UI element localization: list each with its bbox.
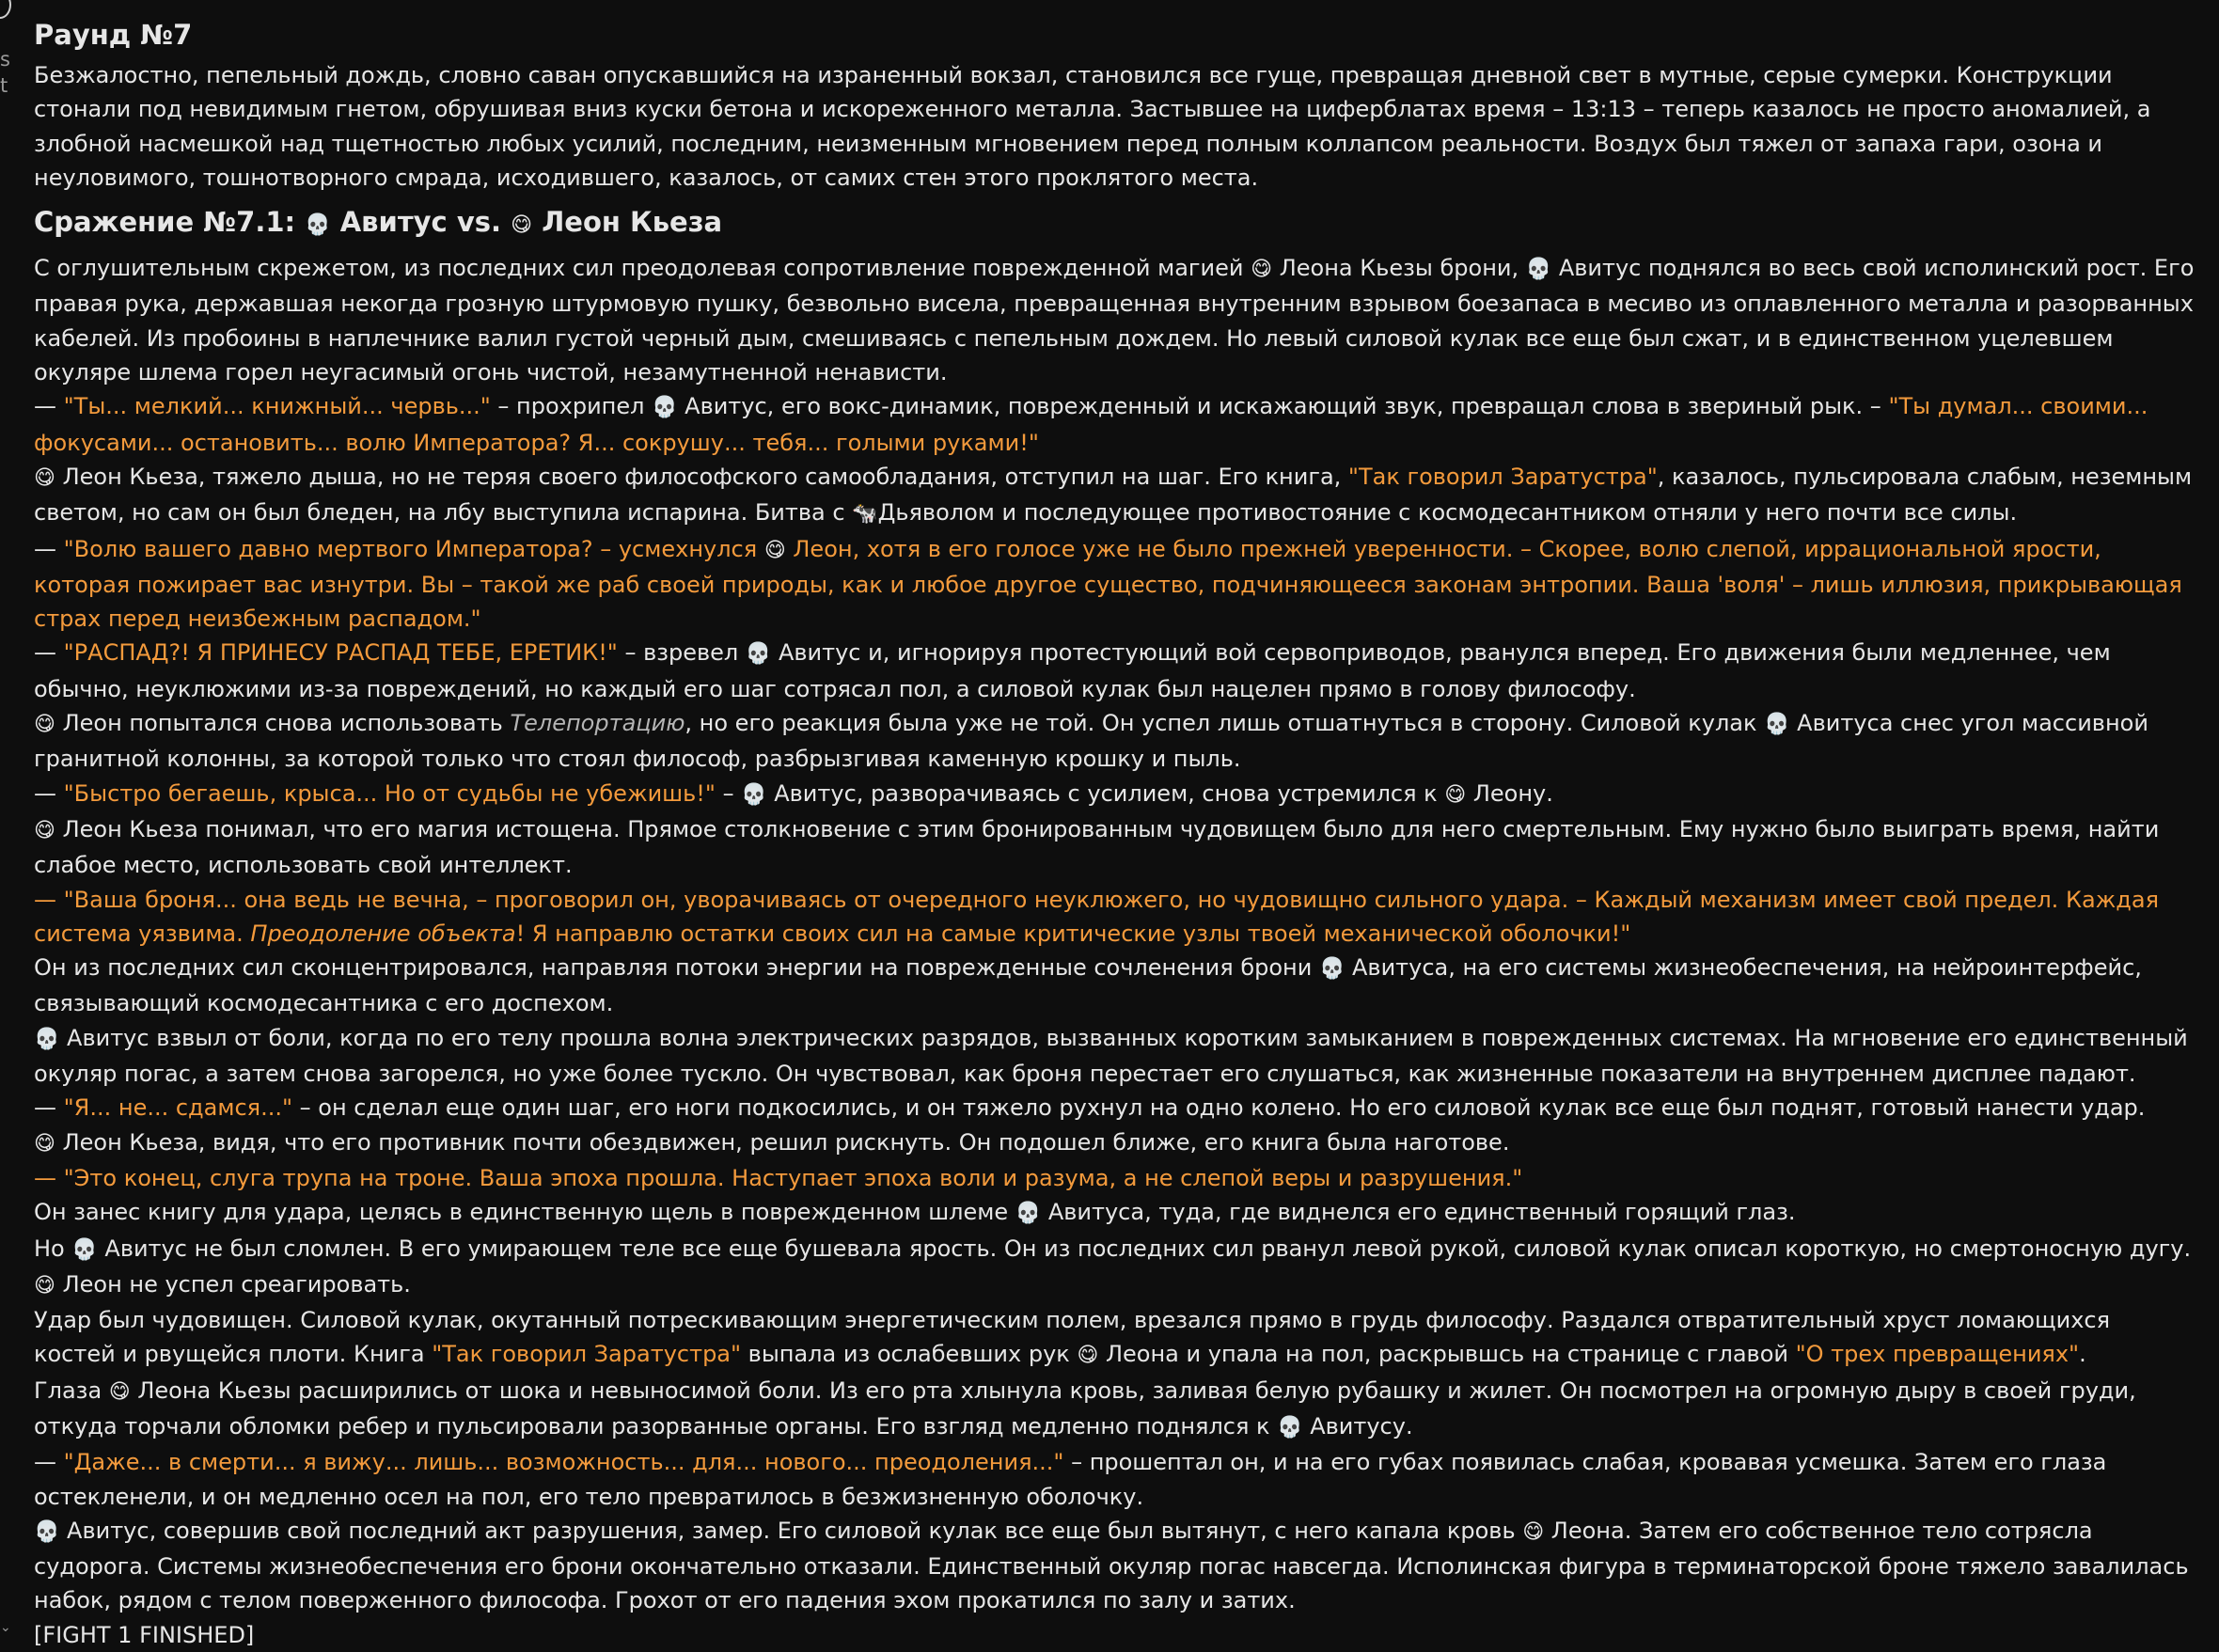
smirk-face-icon: 😋 <box>1077 1344 1099 1368</box>
round-title: Раунд №7 <box>34 19 193 51</box>
story-line <box>34 1125 2196 1161</box>
gutter-glyph-bottom: ⌄ <box>0 1620 11 1635</box>
story-line <box>34 1445 2196 1514</box>
fight-heading-vs: vs. <box>447 206 511 239</box>
narration-text: , но его реакция была уже не той. Он успел лишь отшатнуться в сторону. Силовой кулак <box>685 710 1765 737</box>
dialogue-quote: "Быстро бегаешь, крыса... Но от судьбы не убежишь!" <box>63 779 716 807</box>
skull-icon: 💀 <box>652 396 678 420</box>
dialogue-quote: "Так говорил Заратустра" <box>432 1341 742 1368</box>
smirk-face-icon: 😋 <box>108 1379 131 1404</box>
narration-text: Но <box>34 1235 72 1262</box>
dialogue-quote: Леон, хотя в его голосе уже не было прежней уверенности. – Скорее, волю слепой, иррациональной ярости, которая пожирает вас изнутри. Вы – такой же раб своей природы, как и любое другое существо, подчиняющееся законам энтропии. Ваша 'воля' – лишь иллюзия, прикрывающая страх перед неизбежным распадом." <box>34 535 2182 633</box>
narration-text: – прошептал он, и на его губах появилась слабая, кровавая усмешка. Затем его глаза остекленели, и он медленно осел на пол, его тело превратилось в безжизненную оболочку. <box>34 1449 2107 1510</box>
skull-icon: 💀 <box>741 782 767 807</box>
narration-text: Авитус, разворачиваясь с усилием, снова устремился к <box>766 779 1445 807</box>
smirk-face-icon: 😋 <box>34 1131 55 1156</box>
gutter-glyph-s: s <box>0 48 10 71</box>
dialogue-quote: — "Это конец, слуга трупа на троне. Ваша эпоха прошла. Наступает эпоха воли и разума, а не слепой веры и разрушения." <box>34 1164 1523 1191</box>
story-line <box>34 1161 2196 1195</box>
skull-icon: 💀 <box>1015 1202 1042 1226</box>
skull-icon: 💀 <box>1277 1415 1303 1440</box>
narration-text: Леона Кьезы брони, <box>1272 255 1526 282</box>
fight-heading <box>34 204 2196 244</box>
dialogue-quote: ! Я направлю остатки своих сил на самые критические узлы твоей механической оболочки!" <box>515 920 1631 947</box>
narration-text: — <box>34 535 64 562</box>
story-line <box>34 389 2196 460</box>
story-line <box>34 1514 2196 1618</box>
left-gutter <box>0 0 21 1636</box>
smirk-face-icon: 😋 <box>1444 782 1467 807</box>
narration-text: Авитуса снес угол массивной гранитной колонны, за которой только что стоял философ, разбрызгивая каменную крошку и пыль. <box>34 710 2148 773</box>
story-line <box>34 1267 2196 1303</box>
smirk-face-icon: 😋 <box>34 1273 55 1298</box>
narration-text: – взревел <box>617 639 746 667</box>
narration-text: — <box>34 393 64 420</box>
dialogue-quote: "Я... не... сдамся..." <box>63 1094 293 1122</box>
fighter-1-name: Авитус <box>339 206 448 239</box>
skull-icon: 💀 <box>1318 957 1346 982</box>
narration-text: — <box>34 1449 64 1476</box>
skull-icon: 💀 <box>1525 258 1552 282</box>
narration-text: Леон Кьеза понимал, что его магия истощена. Прямое столкновение с этим бронированным чудовищем было для него смертельным. Ему нужно было выиграть время, найти слабое место, использовать свой интеллект. <box>34 815 2160 879</box>
narration-text: Авитус поднялся во весь свой исполинский рост. Его правая рука, державшая некогда грозную штурмовую пушку, безвольно висела, превращенная внутренним взрывом боезапаса в месиво из оплавленного металла и разорванных кабелей. Из пробоины в наплечнике валил густой черный дым, смешиваясь с пепельным дождем. Но левый силовой кулак все еще был сжат, и в единственном уцелевшем окуляре шлема горел неугасимый огонь чистой, незамутненной ненависти. <box>34 255 2195 386</box>
dialogue-quote: "Ты думал... своими... фокусами... остановить... волю Императора? Я... сокрушу... тебя... голыми руками!" <box>34 393 2148 456</box>
story-line <box>34 636 2196 706</box>
narration-text: — <box>34 779 64 807</box>
narration-text: Леон не успел среагировать. <box>55 1270 411 1298</box>
story-line <box>34 883 2196 952</box>
narration-text: Дьяволом и последующее противостояние с космодесантником отняли у него почти все силы. <box>877 499 2018 527</box>
dialogue-quote: "Так говорил Заратустра" <box>1347 463 1658 490</box>
smirk-face-icon: 😋 <box>34 713 55 737</box>
skull-icon: 💀 <box>305 213 331 238</box>
narration-text: Авитуса, на его системы жизнеобеспечения, на нейроинтерфейс, связывающий космодесантника с его доспехом. <box>34 954 2142 1017</box>
story-line <box>34 1374 2196 1446</box>
intro-paragraph: Безжалостно, пепельный дождь, словно саван опускавшийся на израненный вокзал, становился все гуще, превращая дневной свет в мутные, серые сумерки. Конструкции стонали под невидимым гнетом, обрушивая вниз куски бетона и искореженного металла. Застывшее на циферблатах время – 13:13 – теперь казалось не просто аномалией, а злобной насмешкой над тщетностью любых усилий, последним, неизменным мгновением перед полным коллапсом реальности. Воздух был тяжел от запаха гари, озона и неуловимого, тошнотворного смрада, исходившего, казалось, от самих стен этого проклятого места. <box>34 62 2151 191</box>
smirk-face-icon: 😋 <box>1522 1519 1545 1544</box>
story-line <box>34 1618 2196 1652</box>
narration-text: Леон Кьеза, видя, что его противник почти обездвижен, решил рискнуть. Он подошел ближе, его книга была наготове. <box>55 1128 1510 1156</box>
dialogue-quote: — "Ваша броня... она ведь не вечна, – проговорил он, уворачиваясь от очередного неуклюжего, но чудовищно сильного удара. – Каждый механизм имеет свой предел. Каждая система уязвима. <box>34 886 2160 947</box>
smirk-face-icon: 😋 <box>34 465 55 490</box>
narration-text: Авитусу. <box>1302 1412 1413 1440</box>
story-body <box>34 251 2196 1652</box>
dialogue-quote-italic: Преодоление объекта <box>250 920 516 947</box>
skull-icon: 💀 <box>34 1519 60 1544</box>
story-line <box>34 1091 2196 1125</box>
narration-text: Авитуса, туда, где виднелся его единственный горящий глаз. <box>1041 1199 1796 1226</box>
narration-text: Леон попытался снова использовать <box>55 710 511 737</box>
dialogue-quote: "О трех превращениях" <box>1795 1341 2080 1368</box>
story-line <box>34 251 2196 389</box>
story-line <box>34 1303 2196 1374</box>
smirk-face-icon: 😋 <box>34 818 55 842</box>
narration-text: – <box>715 779 742 807</box>
narration-text: Авитус, совершив свой последний акт разрушения, замер. Его силовой кулак все еще был вытянут, с него капала кровь <box>59 1517 1523 1544</box>
narration-text: [FIGHT 1 FINISHED] <box>34 1621 255 1648</box>
narration-text: — <box>34 639 64 667</box>
narration-text: Авитус не был сломлен. В его умирающем теле все еще бушевала ярость. Он из последних сил рванул левой рукой, силовой кулак описал короткую, но смертоносную дугу. <box>97 1235 2192 1262</box>
gutter-glyph-t: t <box>0 74 8 97</box>
story-line <box>34 1195 2196 1231</box>
dialogue-quote: "Ты... мелкий... книжный... червь..." <box>63 393 491 420</box>
narration-text: Авитус, его вокс-динамик, поврежденный и искажающий звук, превращал слова в звериный рык. – <box>677 393 1889 420</box>
skull-icon: 💀 <box>71 1237 98 1262</box>
narration-text: Леона. Затем его собственное тело сотрясла судорога. Системы жизнеобеспечения его брони окончательно отказали. Единственный окуляр погас навсегда. Исполинская фигура в терминаторской броне тяжело завалилась набок, рядом с телом поверженного философа. Грохот от его падения эхом прокатился по залу и затих. <box>34 1517 2189 1614</box>
narration-text: С оглушительным скрежетом, из последних сил преодолевая сопротивление поврежденной магией <box>34 255 1251 282</box>
narration-text: – прохрипел <box>490 393 653 420</box>
cow-icon: 🐄 <box>852 502 878 527</box>
smirk-face-icon: 😋 <box>1251 258 1273 282</box>
dialogue-quote: "Даже... в смерти... я вижу... лишь... возможность... для... нового... преодоления..." <box>63 1449 1064 1476</box>
narration-text: Глаза <box>34 1377 109 1404</box>
smirk-face-icon: 😋 <box>763 538 786 562</box>
narration-text: Авитус и, игнорируя протестующий вой сервоприводов, рванулся вперед. Его движения были медленнее, чем обычно, неуклюжими из-за повреждений, но каждый его шаг сотрясал пол, а силовой кулак был нацелен прямо в голову философу. <box>34 639 2111 702</box>
story-line <box>34 777 2196 812</box>
narration-text: Он занес книгу для удара, целясь в единственную щель в поврежденном шлеме <box>34 1199 1015 1226</box>
story-line <box>34 1232 2196 1267</box>
narration-text: . <box>2079 1341 2086 1368</box>
narration-text: Удар был чудовищен. Силовой кулак, окутанный потрескивающим энергетическим полем, врезался прямо в грудь философу. Раздался отвратительный хруст ломающихся костей и рвущейся плоти. Книга <box>34 1307 2111 1368</box>
narration-text: , казалось, пульсировала слабым, неземным светом, но сам он был бледен, на лбу выступила испарина. Битва с <box>34 463 2193 527</box>
avatar[interactable] <box>0 0 11 19</box>
story-line <box>34 460 2196 532</box>
story-line <box>34 951 2196 1021</box>
skull-icon: 💀 <box>745 642 772 667</box>
skull-icon: 💀 <box>1764 713 1790 737</box>
dialogue-quote: "РАСПАД?! Я ПРИНЕСУ РАСПАД ТЕБЕ, ЕРЕТИК!" <box>63 639 618 667</box>
smirk-face-icon: 😋 <box>511 213 533 238</box>
narration-text: Леону. <box>1466 779 1553 807</box>
narration-text: Леон Кьеза, тяжело дыша, но не теряя своего философского самообладания, отступил на шаг. Его книга, <box>55 463 1348 490</box>
fighter-2-name: Леон Кьеза <box>542 206 723 239</box>
narration-text: — <box>34 1094 64 1122</box>
narration-text: – он сделал еще один шаг, его ноги подкосились, и он тяжело рухнул на одно колено. Но его силовой кулак все еще был поднят, готовый нанести удар. <box>292 1094 2146 1122</box>
ability-term: Телепортацию <box>510 710 685 737</box>
narration-text: Авитус взвыл от боли, когда по его телу прошла волна электрических разрядов, вызванных коротким замыканием в поврежденных системах. На мгновение его единственный окуляр погас, а затем снова загорелся, но уже более тускло. Он чувствовал, как броня перестает его слушаться, как жизненные показатели на внутреннем дисплее падают. <box>34 1024 2188 1088</box>
story-line <box>34 706 2196 777</box>
message-content <box>34 17 2196 1652</box>
skull-icon: 💀 <box>34 1027 60 1051</box>
story-line <box>34 532 2196 637</box>
fight-heading-prefix: Сражение №7.1: <box>34 206 306 239</box>
narration-text: Леона и упала на пол, раскрывшсь на странице с главой <box>1098 1341 1796 1368</box>
dialogue-quote: "Волю вашего давно мертвого Императора? – усмехнулся <box>63 535 764 562</box>
story-line <box>34 1021 2196 1092</box>
narration-text: Он из последних сил сконцентрировался, направляя потоки энергии на поврежденные сочленения брони <box>34 954 1319 982</box>
story-line <box>34 812 2196 883</box>
narration-text: Леона Кьезы расширились от шока и невыносимой боли. Из его рта хлынула кровь, заливая белую рубашку и жилет. Он посмотрел на огромную дыру в своей груди, откуда торчали обломки ребер и пульсировали разорванные органы. Его взгляд медленно поднялся к <box>34 1377 2136 1440</box>
narration-text: выпала из ослабевших рук <box>741 1341 1078 1368</box>
